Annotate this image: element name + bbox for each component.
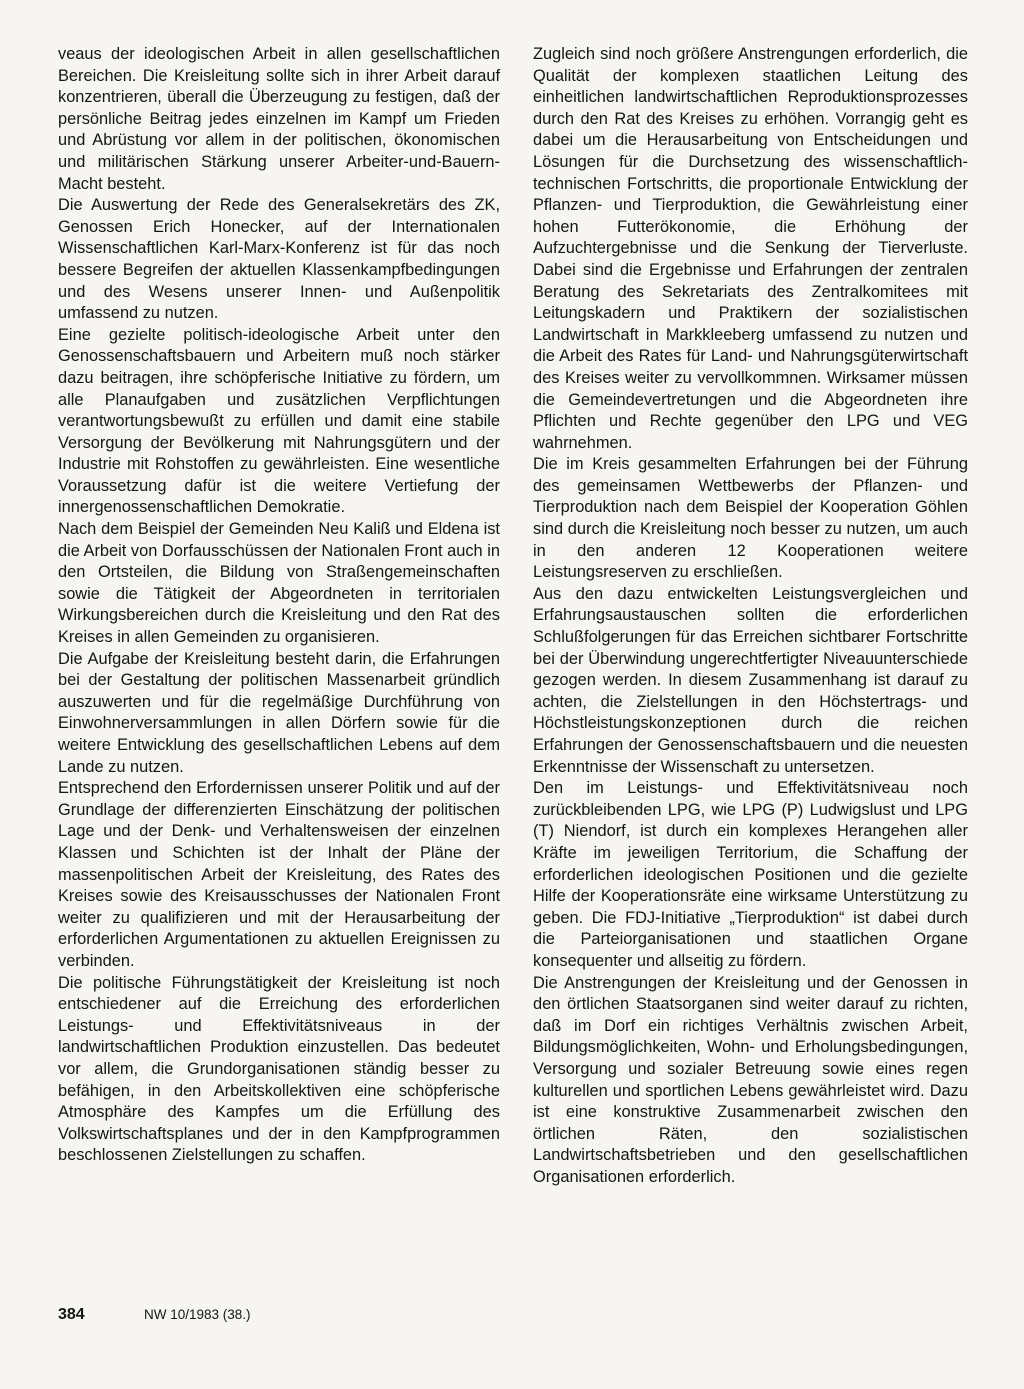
paragraph: Aus den dazu entwickelten Leistungsvergleichen und Erfahrungsaustauschen sollten die erforderlichen Schlußfolgerungen für das Erreichen sichtbarer Fortschritte bei der Überwindung ungerechtfertigter Niveauunterschiede gezogen werden. In diesem Zusammenhang ist darauf zu achten, die Zielstellungen in den Höchstertrags- und Höchstleistungskonzeptionen durch die reichen Erfahrungen der Genossenschaftsbauern und die neuesten Erkenntnisse der Wissenschaft zu untersetzen. [533, 584, 968, 776]
paragraph: Die Aufgabe der Kreisleitung besteht darin, die Erfahrungen bei der Gestaltung der politischen Massenarbeit gründlich auszuwerten und für die regelmäßige Durchführung von Einwohnerversammlungen in allen Dörfern sowie für die weitere Entwicklung des gesellschaftlichen Lebens auf dem Lande zu nutzen. [58, 649, 500, 776]
paragraph: Die politische Führungstätigkeit der Kreisleitung ist noch entschiedener auf die Erreichung des erforderlichen Leistungs- und Effektivitätsniveaus in der landwirtschaftlichen Produktion einzustellen. Das bedeutet vor allem, die Grundorganisationen ständig besser zu befähigen, in den Arbeitskollektiven eine schöpferische Atmosphäre des Kampfes um die Erfüllung des Volkswirtschaftsplanes und der in den Kampfprogrammen beschlossenen Zielstellungen zu schaffen. [58, 973, 500, 1165]
paragraph: Eine gezielte politisch-ideologische Arbeit unter den Genossenschaftsbauern und Arbeitern muß noch stärker dazu beitragen, ihre schöpferische Initiative zu fördern, um alle Planaufgaben und zusätzlichen Verpflichtungen verantwortungsbewußt zu erfüllen und damit eine stabile Versorgung der Bevölkerung mit Nahrungsgütern und der Industrie mit Rohstoffen zu gewährleisten. Eine wesentliche Voraussetzung dafür ist die weitere Vertiefung der innergenossenschaftlichen Demokratie. [58, 325, 500, 517]
left-text-column [58, 44, 500, 1167]
paragraph: Zugleich sind noch größere Anstrengungen erforderlich, die Qualität der komplexen staatlichen Leitung des einheitlichen landwirtschaftlichen Reproduktionsprozesses durch den Rat des Kreises zu erhöhen. Vorrangig geht es dabei um die Herausarbeitung von Entscheidungen und Lösungen für die Durchsetzung des wissenschaftlich-technischen Fortschritts, die proportionale Entwicklung der Pflanzen- und Tierproduktion, die Gewährleistung einer hohen Futterökonomie, die Erhöhung der Aufzuchtergebnisse und die Senkung der Tierverluste. Dabei sind die Ergebnisse und Erfahrungen der zentralen Beratung des Sekretariats des Zentralkomitees mit Leitungskadern und Praktikern der sozialistischen Landwirtschaft in Markkleeberg umfassend zu nutzen und die Arbeit des Rates für Land- und Nahrungsgüterwirtschaft des Kreises weiter zu vervollkommnen. Wirksamer müssen die Gemeindevertretungen und die Abgeordneten ihre Pflichten und Rechte gegenüber den LPG und VEG wahrnehmen. [533, 45, 968, 452]
paragraph: Nach dem Beispiel der Gemeinden Neu Kaliß und Eldena ist die Arbeit von Dorfausschüssen der Nationalen Front auch in den Ortsteilen, die Bildung von Straßengemeinschaften sowie die Tätigkeit der Abgeordneten in territorialen Wirkungsbereichen durch die Kreisleitung und den Rat des Kreises in allen Gemeinden zu organisieren. [58, 520, 500, 647]
page-number: 384 [58, 1306, 85, 1323]
issue-reference: NW 10/1983 (38.) [144, 1307, 251, 1322]
paragraph: Die im Kreis gesammelten Erfahrungen bei der Führung des gemeinsamen Wettbewerbs der Pflanzen- und Tierproduktion nach dem Beispiel der Kooperation Göhlen sind durch die Kreisleitung noch besser zu nutzen, um auch in den anderen 12 Kooperationen weitere Leistungsreserven zu erschließen. [533, 455, 968, 582]
paragraph: veaus der ideologischen Arbeit in allen gesellschaftlichen Bereichen. Die Kreisleitung sollte sich in ihrer Arbeit darauf konzentrieren, überall die Überzeugung zu festigen, daß der persönliche Beitrag jedes einzelnen im Kampf um Frieden und Abrüstung vor allem in der politischen, ökonomischen und militärischen Stärkung unserer Arbeiter-und-Bauern-Macht besteht. [58, 45, 500, 193]
paragraph: Die Auswertung der Rede des Generalsekretärs des ZK, Genossen Erich Honecker, auf der Internationalen Wissenschaftlichen Karl-Marx-Konferenz ist für das noch bessere Begreifen der aktuellen Klassenkampfbedingungen und des Wesens unserer Innen- und Außenpolitik umfassend zu nutzen. [58, 196, 500, 323]
page-footer [58, 1306, 251, 1324]
paragraph: Entsprechend den Erfordernissen unserer Politik und auf der Grundlage der differenzierten Einschätzung der politischen Lage und der Denk- und Verhaltensweisen der einzelnen Klassen und Schichten ist der Inhalt der Pläne der massenpolitischen Arbeit der Kreisleitung, des Rates des Kreises sowie des Kreisausschusses der Nationalen Front weiter zu qualifizieren und mit der Herausarbeitung der erforderlichen Argumentationen zu aktuellen Ereignissen zu verbinden. [58, 779, 500, 970]
paragraph: Den im Leistungs- und Effektivitätsniveau noch zurückbleibenden LPG, wie LPG (P) Ludwigslust und LPG (T) Niendorf, ist durch ein komplexes Herangehen aller Kräfte im jeweiligen Territorium, die Schaffung der erforderlichen ideologischen Positionen und die gezielte Hilfe der Kooperationsräte eine wirksame Unterstützung zu geben. Die FDJ-Initiative „Tierproduktion“ ist dabei durch die Parteiorganisationen und staatlichen Organe konsequenter und allseitig zu fördern. [533, 779, 968, 970]
right-text-column [533, 44, 968, 1188]
paragraph: Die Anstrengungen der Kreisleitung und der Genossen in den örtlichen Staatsorganen sind weiter darauf zu richten, daß im Dorf ein richtiges Verhältnis zwischen Arbeit, Bildungsmöglichkeiten, Wohn- und Erholungsbedingungen, Versorgung und sozialer Betreuung sowie eines regen kulturellen und sportlichen Lebens gewährleistet wird. Dazu ist eine konstruktive Zusammenarbeit zwischen den örtlichen Räten, den sozialistischen Landwirtschaftsbetrieben und den gesellschaftlichen Organisationen erforderlich. [533, 973, 968, 1186]
